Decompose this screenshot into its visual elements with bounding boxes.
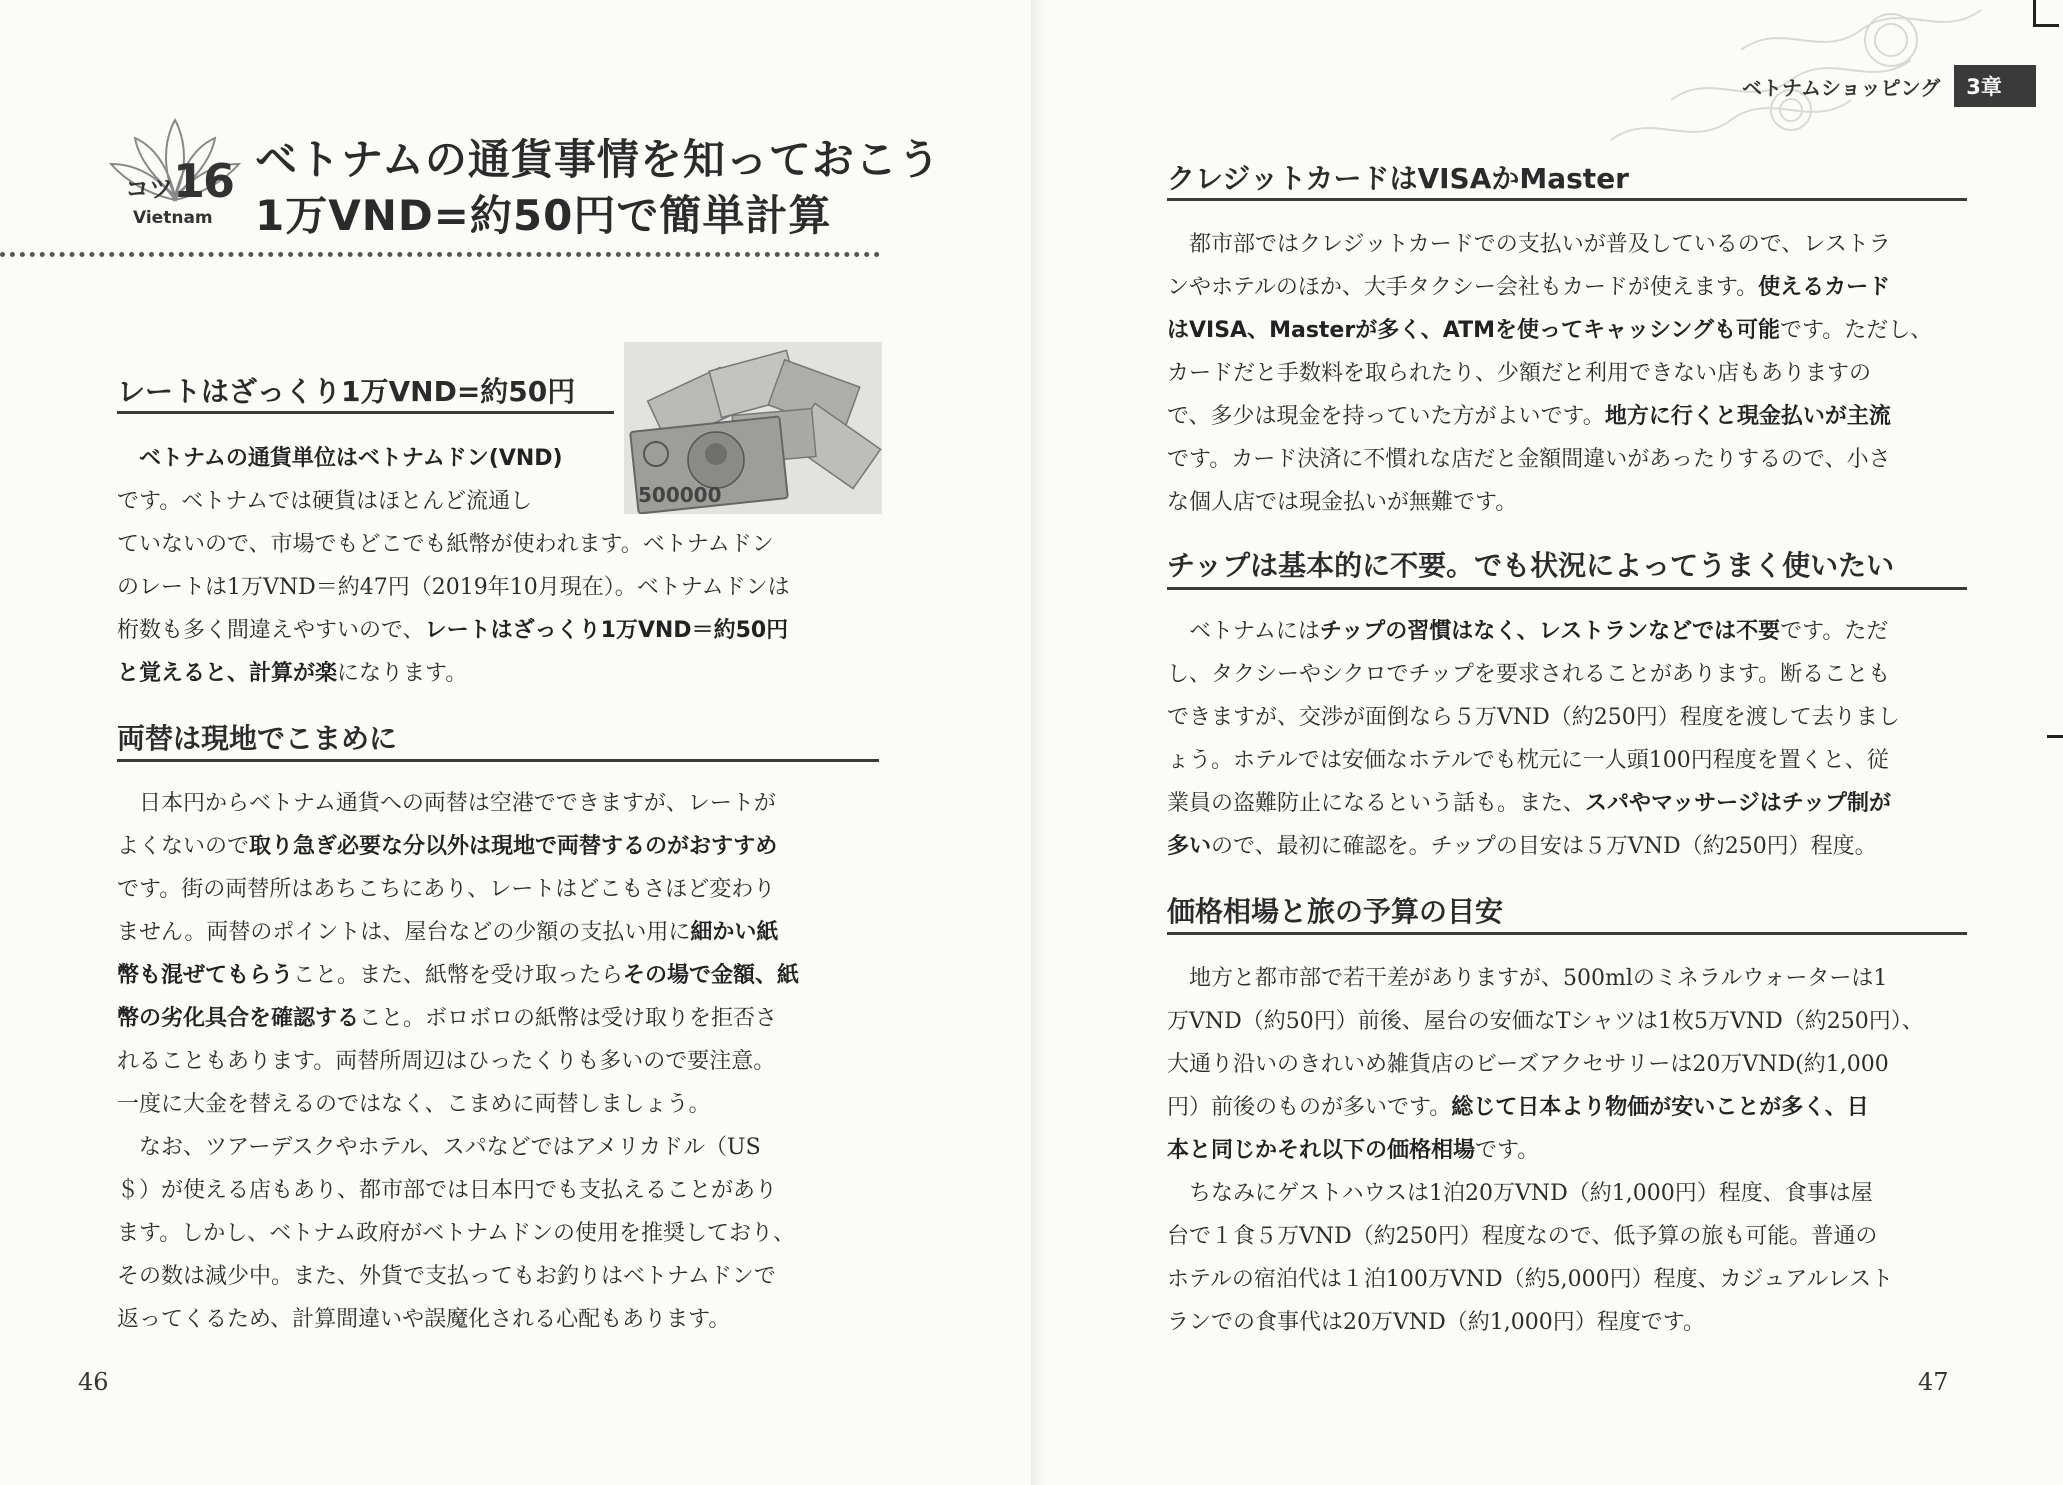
body-text: れることもあります。両替所周辺はひったくりも多いので要注意。 — [117, 1049, 776, 1074]
body-text: です。ただし、 — [1780, 318, 1933, 343]
text-line — [117, 652, 790, 695]
section-heading-price: 価格相場と旅の予算の目安 — [1167, 895, 1504, 928]
body-text: です。街の両替所はあちこちにあり、レートはどこもさほど変わり — [117, 877, 776, 902]
emphasis-text: はVISA、Masterが多く、ATMを使ってキャッシングも可能 — [1167, 318, 1780, 343]
crop-mark — [2033, 0, 2036, 26]
emphasis-text: レートはざっくり1万VND＝約50円 — [424, 618, 789, 643]
text-line — [1167, 782, 1900, 825]
text-line — [117, 997, 799, 1040]
section-rule-credit — [1167, 198, 1967, 201]
chapter-tab: 3章 — [1954, 65, 2036, 107]
body-text: 一度に大金を替えるのではなく、こまめに両替しましょう。 — [117, 1092, 711, 1117]
text-line — [1167, 481, 1932, 524]
emphasis-text: 幣も混ぜてもらう — [117, 963, 294, 988]
body-text: 都市部ではクレジットカードでの支払いが普及しているので、レストラ — [1167, 232, 1891, 257]
text-line — [1167, 610, 1900, 653]
crop-mark — [2047, 735, 2063, 738]
text-line — [117, 1212, 799, 1255]
text-line — [117, 609, 790, 652]
text-line — [1167, 1086, 1924, 1129]
section-body-price — [1167, 957, 1924, 1344]
body-text: カードだと手数料を取られたり、少額だと利用できない店もありますの — [1167, 361, 1872, 386]
section-body-rate — [117, 437, 790, 695]
running-head-label: ベトナムショッピング — [1742, 75, 1941, 100]
body-text: になります。 — [337, 661, 468, 686]
section-rule-exchange — [117, 759, 879, 762]
section-heading-tip: チップは基本的に不要。でも状況によってうまく使いたい — [1167, 549, 1895, 582]
body-text: 円）前後のものが多いです。 — [1167, 1095, 1452, 1120]
body-text: ベトナムには — [1167, 619, 1320, 644]
body-text: 台で１食５万VND（約250円）程度なので、低予算の旅も可能。普通の — [1167, 1224, 1878, 1249]
text-line — [117, 954, 799, 997]
emphasis-text: 取り急ぎ必要な分以外は現地で両替するのがおすすめ — [249, 834, 778, 859]
text-line — [1167, 438, 1932, 481]
section-body-credit — [1167, 223, 1932, 524]
text-line — [1167, 352, 1932, 395]
kotsu-number: 16 — [173, 154, 234, 208]
text-line — [117, 825, 799, 868]
section-heading-exchange: 両替は現地でこまめに — [117, 722, 398, 755]
crop-mark — [2033, 24, 2059, 27]
text-line — [117, 1083, 799, 1126]
emphasis-text: 本と同じかそれ以下の価格相場 — [1167, 1138, 1476, 1163]
text-line — [1167, 395, 1932, 438]
body-text: 万VND（約50円）前後、屋台の安価なTシャツは1枚5万VND（約250円）、 — [1167, 1009, 1924, 1034]
text-line — [117, 782, 799, 825]
body-text: ちなみにゲストハウスは1泊20万VND（約1,000円）程度、食事は屋 — [1167, 1181, 1873, 1206]
body-text: 業員の盗難防止になるという話も。また、 — [1167, 791, 1586, 816]
left-page — [0, 0, 1031, 1485]
body-text: ていないので、市場でもどこでも紙幣が使われます。ベトナムドン — [117, 532, 774, 557]
body-text: できますが、交渉が面倒なら５万VND（約250円）程度を渡して去りまし — [1167, 705, 1900, 730]
body-text: のレートは1万VND＝約47円（2019年10月現在）。ベトナムドンは — [117, 575, 790, 600]
section-rule-tip — [1167, 587, 1967, 590]
title-line-1: ベトナムの通貨事情を知っておこう — [255, 135, 941, 184]
body-text: で、多少は現金を持っていた方がよいです。 — [1167, 404, 1605, 429]
right-page — [1031, 0, 2063, 1485]
running-head — [1742, 66, 2036, 106]
emphasis-text: 幣の劣化具合を確認する — [117, 1006, 360, 1031]
emphasis-text: 使えるカード — [1758, 275, 1891, 300]
text-line — [117, 1298, 799, 1341]
text-line — [1167, 1301, 1924, 1344]
text-line — [117, 480, 790, 523]
emphasis-text: 総じて日本より物価が安いことが多く、日 — [1451, 1095, 1869, 1120]
text-line — [117, 1040, 799, 1083]
body-text: 地方と都市部で若干差がありますが、500mlのミネラルウォーターは1 — [1167, 966, 1888, 991]
body-text: その数は減少中。また、外貨で支払ってもお釣りはベトナムドンで — [117, 1264, 776, 1289]
emphasis-text: と覚えると、計算が楽 — [117, 661, 338, 686]
body-text: ホテルの宿泊代は１泊100万VND（約5,000円）程度、カジュアルレスト — [1167, 1267, 1894, 1292]
section-rule-rate — [117, 411, 614, 414]
text-line — [117, 523, 790, 566]
text-line — [1167, 1129, 1924, 1172]
emphasis-text: スパやマッサージはチップ制が — [1585, 791, 1892, 816]
emphasis-text: 細かい紙 — [690, 920, 779, 945]
emphasis-text: チップの習慣はなく、レストランなどでは不要 — [1319, 619, 1781, 644]
body-text: し、タクシーやシクロでチップを要求されることがあります。断ることも — [1167, 662, 1891, 687]
body-text: 日本円からベトナム通貨への両替は空港でできますが、レートが — [117, 791, 776, 816]
section-heading-rate: レートはざっくり1万VND=約50円 — [117, 375, 576, 408]
page-title — [255, 132, 941, 244]
body-text: ランでの食事代は20万VND（約1,000円）程度です。 — [1167, 1310, 1705, 1335]
page-number-right: 47 — [1918, 1368, 1949, 1396]
body-text: ょう。ホテルでは安価なホテルでも枕元に一人頭100円程度を置くと、従 — [1167, 748, 1889, 773]
text-line — [117, 1126, 799, 1169]
body-text: な個人店では現金払いが無難です。 — [1167, 490, 1518, 515]
title-divider — [0, 252, 880, 257]
text-line — [1167, 223, 1932, 266]
body-text: こと。ボロボロの紙幣は受け取りを拒否さ — [359, 1006, 778, 1031]
page-number-left: 46 — [78, 1368, 109, 1396]
text-line — [1167, 739, 1900, 782]
section-rule-price — [1167, 932, 1967, 935]
text-line — [1167, 1043, 1924, 1086]
body-text: なお、ツアーデスクやホテル、スパなどではアメリカドル（US — [117, 1135, 761, 1160]
body-text: です。ただ — [1780, 619, 1889, 644]
kotsu-label: コツ — [125, 175, 173, 203]
text-line — [1167, 1258, 1924, 1301]
emphasis-text: 地方に行くと現金払いが主流 — [1604, 404, 1891, 429]
text-line — [1167, 1172, 1924, 1215]
body-text: ません。両替のポイントは、屋台などの少額の支払い用に — [117, 920, 691, 945]
text-line — [117, 868, 799, 911]
banknote-value: 500000 — [638, 483, 722, 507]
text-line — [1167, 1000, 1924, 1043]
emphasis-text: 多い — [1167, 834, 1212, 859]
text-line — [117, 911, 799, 954]
text-line — [117, 1169, 799, 1212]
text-line — [1167, 696, 1900, 739]
body-text: です。カード決済に不慣れな店だと金額間違いがあったりするので、小さ — [1167, 447, 1891, 472]
kotsu-sub: Vietnam — [133, 208, 213, 228]
body-text: 大通り沿いのきれいめ雑貨店のビーズアクセサリーは20万VND(約1,000 — [1167, 1052, 1889, 1077]
title-line-2: 1万VND=約50円で簡単計算 — [255, 191, 832, 240]
body-text: です。 — [1475, 1138, 1540, 1163]
text-line — [1167, 309, 1932, 352]
emphasis-text: その場で金額、紙 — [623, 963, 800, 988]
emphasis-text: ベトナムの通貨単位はベトナムドン(VND) — [117, 446, 563, 471]
body-text: ので、最初に確認を。チップの目安は５万VND（約250円）程度。 — [1211, 834, 1877, 859]
body-text: よくないので — [117, 834, 250, 859]
text-line — [1167, 653, 1900, 696]
body-text: こと。また、紙幣を受け取ったら — [293, 963, 624, 988]
text-line — [1167, 957, 1924, 1000]
kotsu-badge — [105, 112, 245, 242]
section-body-tip — [1167, 610, 1900, 868]
body-text: 桁数も多く間違えやすいので、 — [117, 618, 425, 643]
body-text: ＄）が使える店もあり、都市部では日本円でも支払えることがあり — [117, 1178, 778, 1203]
body-text: です。ベトナムでは硬貨はほとんど流通し — [117, 489, 533, 514]
text-line — [117, 1255, 799, 1298]
section-heading-credit: クレジットカードはVISAかMaster — [1167, 162, 1629, 195]
text-line — [117, 437, 790, 480]
text-line — [1167, 266, 1932, 309]
body-text: 返ってくるため、計算間違いや誤魔化される心配もあります。 — [117, 1307, 731, 1332]
section-body-exchange — [117, 782, 799, 1341]
body-text: ンやホテルのほか、大手タクシー会社もカードが使えます。 — [1167, 275, 1759, 300]
text-line — [1167, 825, 1900, 868]
body-text: ます。しかし、ベトナム政府がベトナムドンの使用を推奨しており、 — [117, 1221, 796, 1246]
text-line — [117, 566, 790, 609]
text-line — [1167, 1215, 1924, 1258]
